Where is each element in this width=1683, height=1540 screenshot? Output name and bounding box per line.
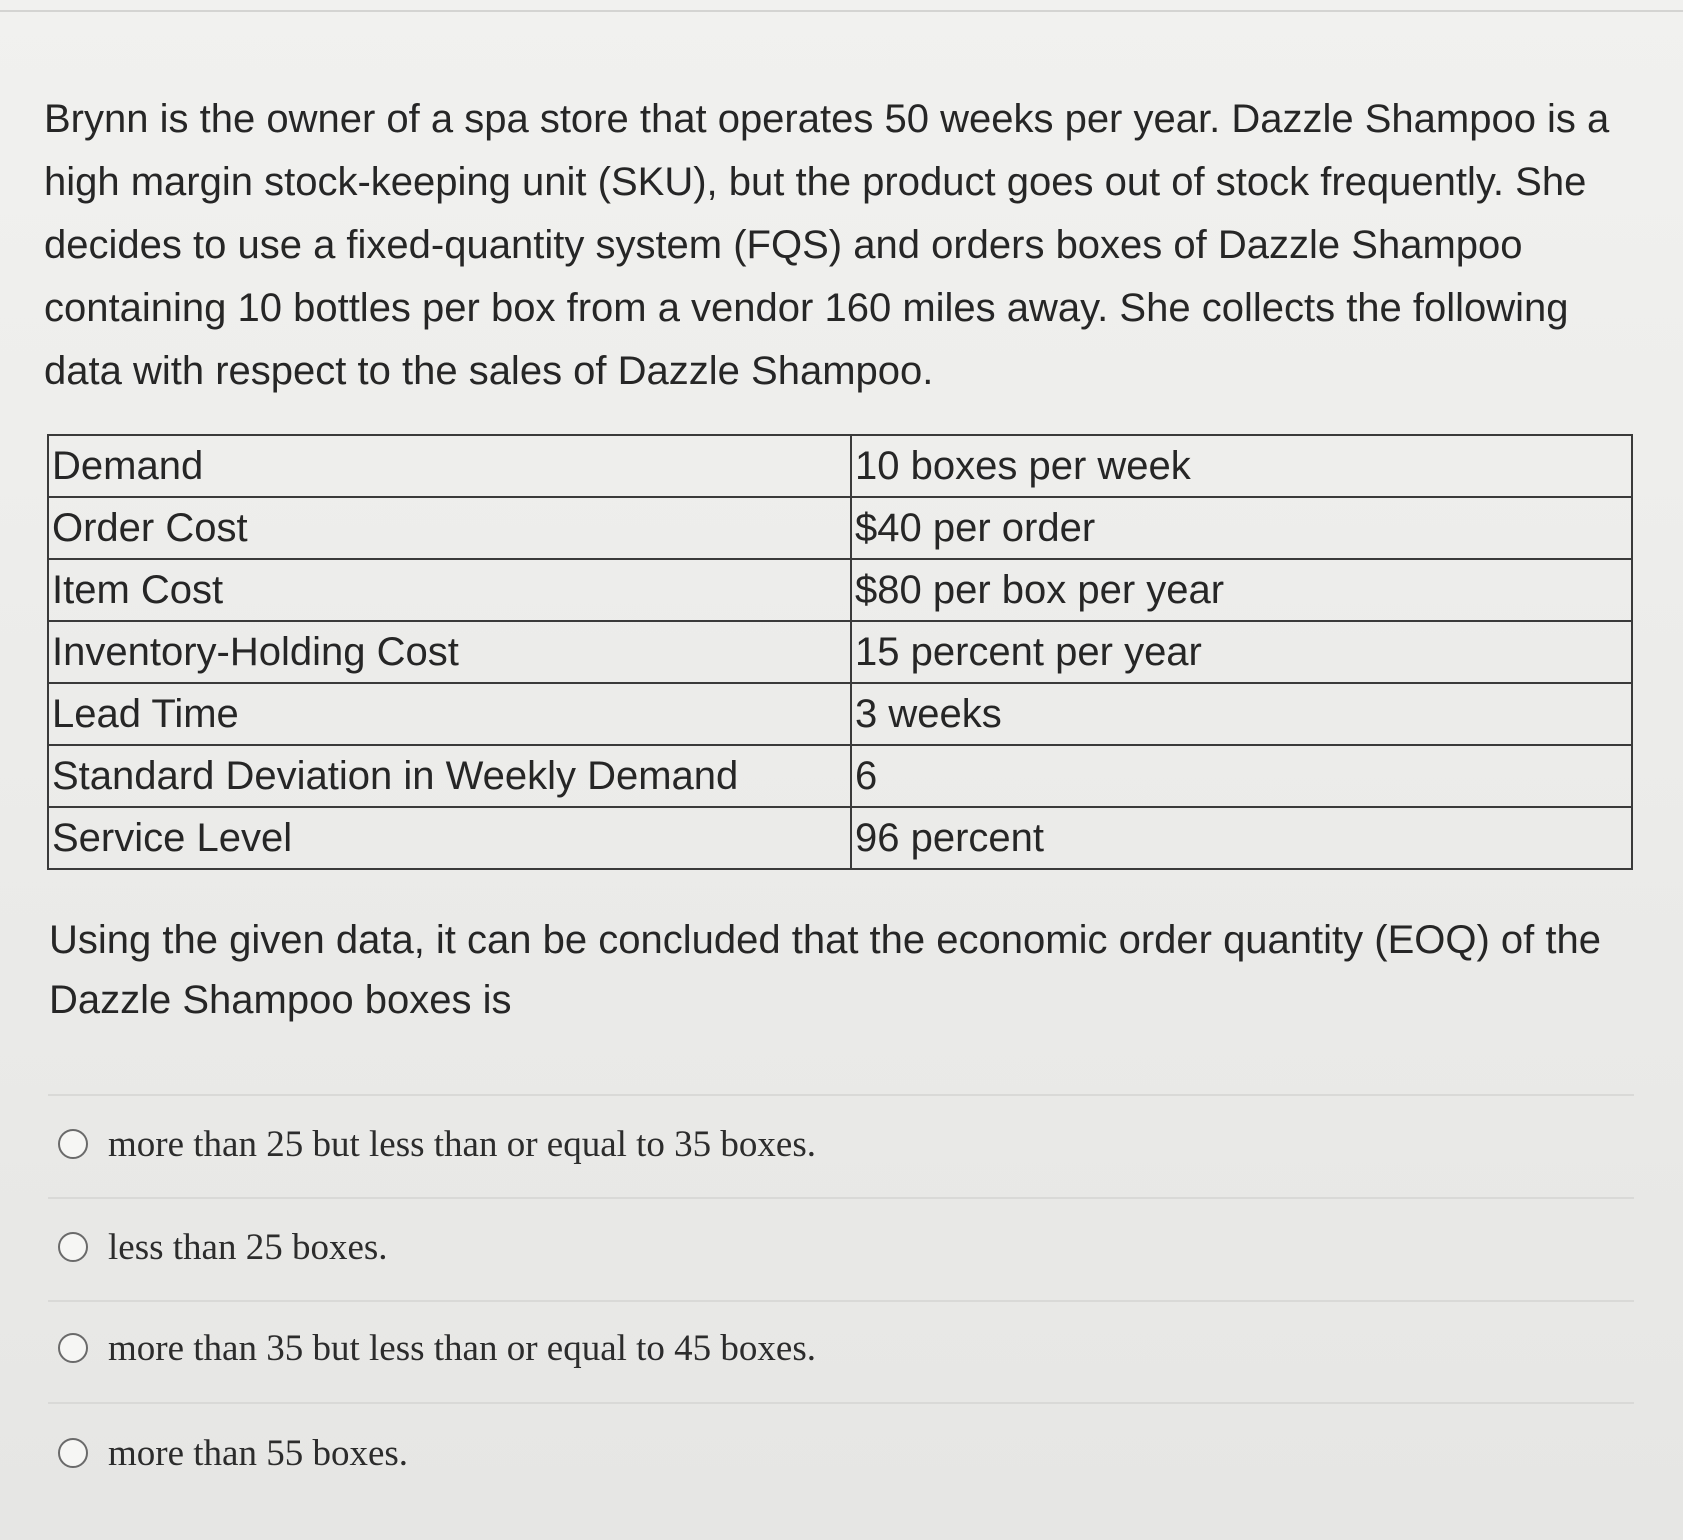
table-row bbox=[48, 559, 1632, 621]
row-value: $40 per order bbox=[851, 497, 1632, 559]
answer-option-1[interactable] bbox=[58, 1114, 1258, 1174]
radio-button-icon[interactable] bbox=[58, 1129, 88, 1159]
row-value: 10 boxes per week bbox=[851, 435, 1632, 497]
table-row bbox=[48, 683, 1632, 745]
answer-option-2[interactable] bbox=[58, 1217, 1258, 1277]
table-row bbox=[48, 435, 1632, 497]
radio-button-icon[interactable] bbox=[58, 1232, 88, 1262]
option-divider bbox=[48, 1197, 1634, 1199]
row-label: Item Cost bbox=[48, 559, 851, 621]
top-divider bbox=[0, 10, 1683, 12]
option-label: more than 35 but less than or equal to 45 boxes. bbox=[108, 1327, 817, 1369]
option-label: more than 55 boxes. bbox=[108, 1432, 409, 1474]
option-divider bbox=[48, 1402, 1634, 1404]
row-value: 3 weeks bbox=[851, 683, 1632, 745]
table-row bbox=[48, 807, 1632, 869]
table-row bbox=[48, 497, 1632, 559]
table-row bbox=[48, 621, 1632, 683]
data-table bbox=[47, 434, 1633, 870]
row-label: Standard Deviation in Weekly Demand bbox=[48, 745, 851, 807]
row-label: Inventory-Holding Cost bbox=[48, 621, 851, 683]
row-value: 15 percent per year bbox=[851, 621, 1632, 683]
question-text: Brynn is the owner of a spa store that operates 50 weeks per year. Dazzle Shampoo is a high margin stock-keeping unit (SKU), but the product goes out of stock frequently. She decides to use a fixed-quantity system (FQS) and orders boxes of Dazzle Shampoo containing 10 bottles per box from a vendor 160 miles away. She collects the following data with respect to the sales of Dazzle Shampoo. bbox=[44, 97, 1610, 393]
row-label: Order Cost bbox=[48, 497, 851, 559]
row-label: Lead Time bbox=[48, 683, 851, 745]
answer-option-4[interactable] bbox=[58, 1423, 1258, 1483]
row-value: 6 bbox=[851, 745, 1632, 807]
question-prompt: Using the given data, it can be concluded that the economic order quantity (EOQ) of the Dazzle Shampoo boxes is bbox=[49, 918, 1602, 1022]
option-label: more than 25 but less than or equal to 35 boxes. bbox=[108, 1123, 817, 1165]
option-label: less than 25 boxes. bbox=[108, 1226, 388, 1268]
row-value: 96 percent bbox=[851, 807, 1632, 869]
option-divider bbox=[48, 1094, 1634, 1096]
row-label: Service Level bbox=[48, 807, 851, 869]
radio-button-icon[interactable] bbox=[58, 1333, 88, 1363]
option-divider bbox=[48, 1300, 1634, 1302]
row-value: $80 per box per year bbox=[851, 559, 1632, 621]
answer-option-3[interactable] bbox=[58, 1318, 1258, 1378]
row-label: Demand bbox=[48, 435, 851, 497]
radio-button-icon[interactable] bbox=[58, 1438, 88, 1468]
table-row bbox=[48, 745, 1632, 807]
